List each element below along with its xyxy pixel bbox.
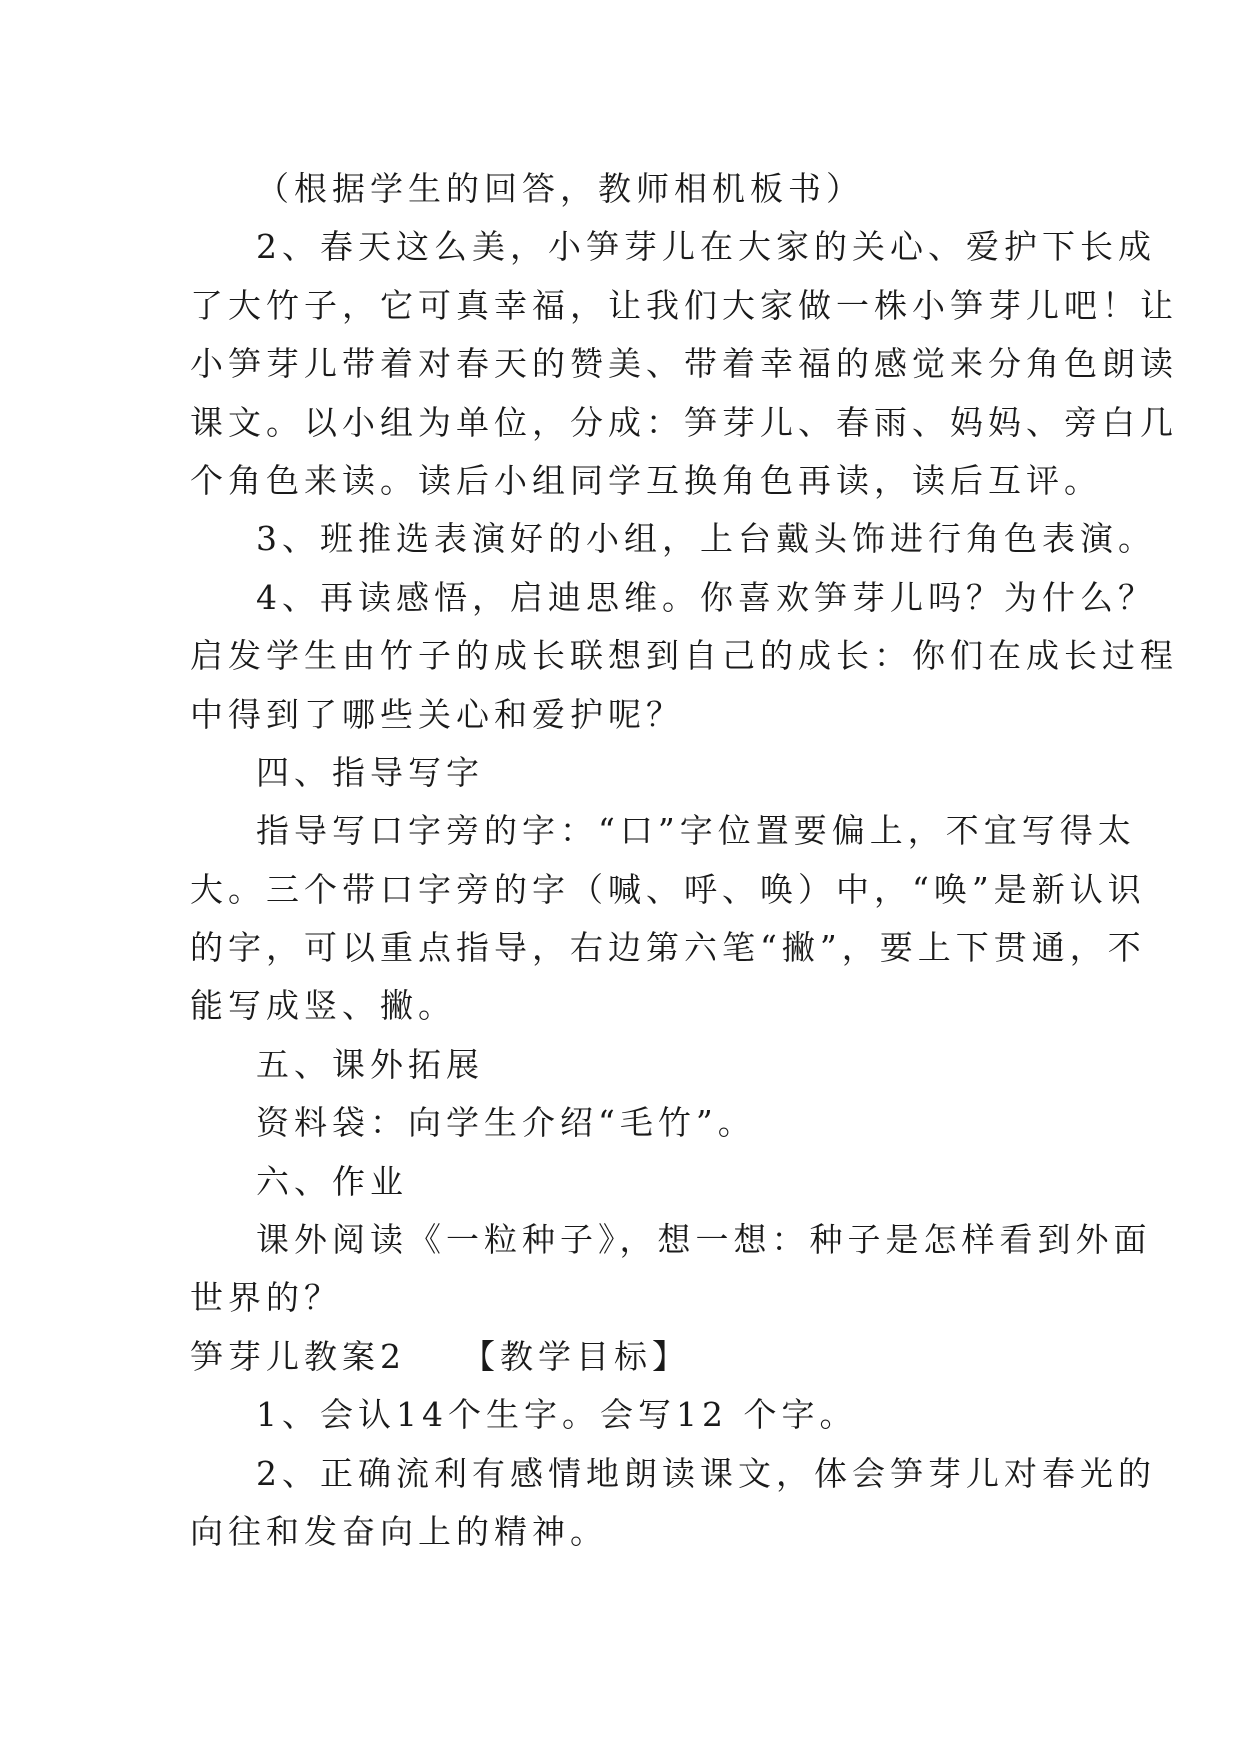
paragraph-line: 世界的？ [190, 1278, 342, 1318]
paragraph-line: 四、指导写字 [256, 752, 484, 792]
paragraph-line: 六、作业 [256, 1161, 408, 1201]
document-page [190, 160, 1178, 1561]
paragraph-line: 能写成竖、撇。 [190, 986, 456, 1026]
goal-line: 向往和发奋向上的精神。 [190, 1511, 608, 1551]
goal-line: 1、会认14个生字。会写12 个字。 [256, 1395, 858, 1435]
paragraph-line: 4、再读感悟，启迪思维。你喜欢笋芽儿吗？为什么？ [256, 577, 1156, 617]
body-text [190, 160, 1178, 1328]
teaching-goals-heading: 【教学目标】 [462, 1336, 690, 1376]
paragraph-line: 课文。以小组为单位，分成：笋芽儿、春雨、妈妈、旁白几 [190, 402, 1178, 442]
goal-line: 2、正确流利有感情地朗读课文，体会笋芽儿对春光的 [256, 1453, 1156, 1493]
paragraph-line: 的字，可以重点指导，右边第六笔“撇”，要上下贯通，不 [190, 928, 1146, 968]
lesson-plan-heading [190, 1328, 1050, 1386]
paragraph-line: 小笋芽儿带着对春天的赞美、带着幸福的感觉来分角色朗读 [190, 344, 1178, 384]
paragraph-line: 个角色来读。读后小组同学互换角色再读，读后互评。 [190, 460, 1102, 500]
paragraph-line: 2、春天这么美，小笋芽儿在大家的关心、爱护下长成 [256, 227, 1156, 267]
paragraph-line: 启发学生由竹子的成长联想到自己的成长：你们在成长过程 [190, 636, 1178, 676]
paragraph-line: 了大竹子，它可真幸福，让我们大家做一株小笋芽儿吧！让 [190, 285, 1178, 325]
paragraph-line: 指导写口字旁的字：“口”字位置要偏上，不宜写得太 [256, 811, 1136, 851]
paragraph-line: 资料袋：向学生介绍“毛竹”。 [256, 1103, 756, 1143]
paragraph-line: 大。三个带口字旁的字（喊、呼、唤）中，“唤”是新认识 [190, 869, 1146, 909]
paragraph-line: 五、课外拓展 [256, 1044, 484, 1084]
teaching-goals-list [190, 1386, 1156, 1561]
paragraph-line: （根据学生的回答，教师相机板书） [256, 169, 864, 208]
paragraph-line: 3、班推选表演好的小组，上台戴头饰进行角色表演。 [256, 519, 1156, 559]
paragraph-line: 中得到了哪些关心和爱护呢？ [190, 694, 684, 734]
lesson-plan-title: 笋芽儿教案2 [190, 1336, 406, 1376]
paragraph-line: 课外阅读《一粒种子》，想一想：种子是怎样看到外面 [256, 1220, 1152, 1260]
